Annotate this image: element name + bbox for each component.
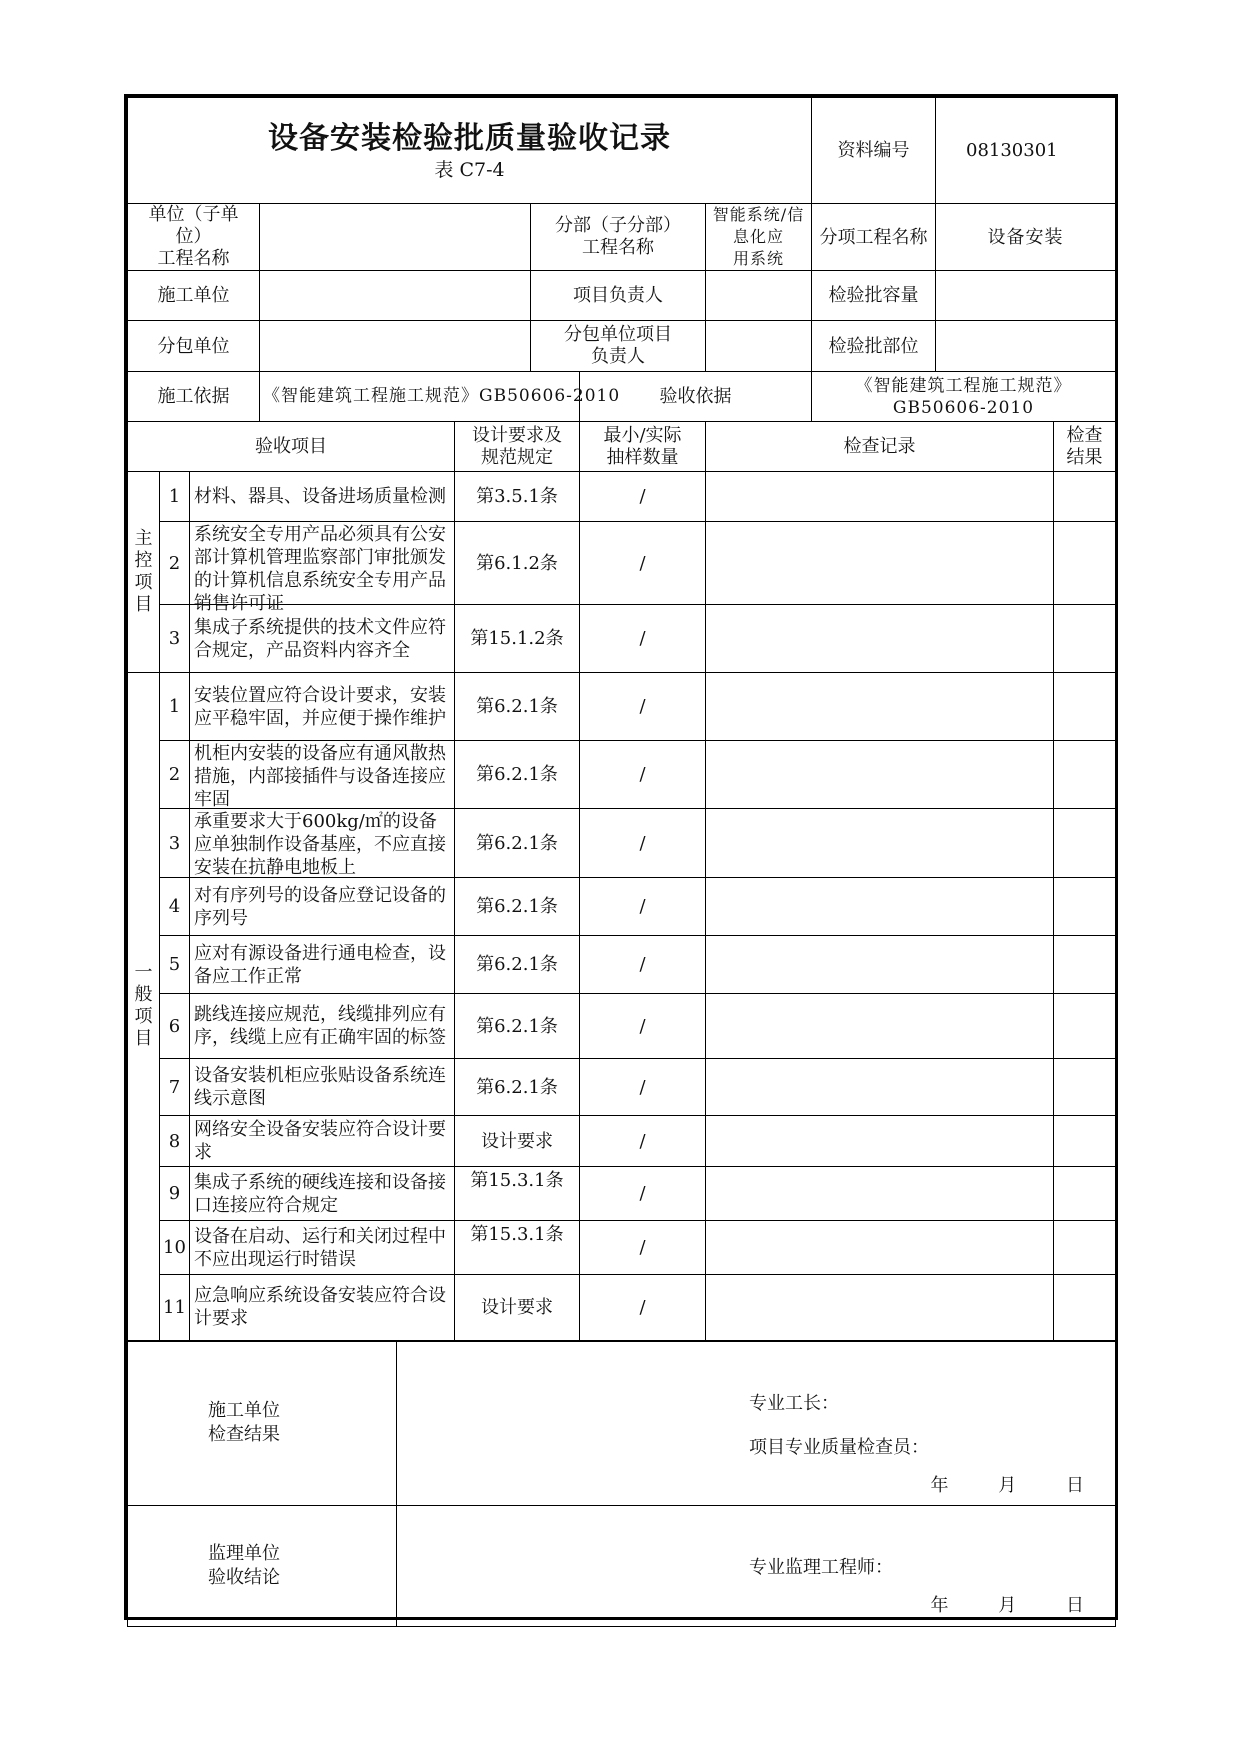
subdivision-label: 分部（子分部） 工程名称: [531, 204, 706, 271]
general-group-label: 一 般 项 目: [128, 673, 160, 1341]
general-item-record[interactable]: [706, 741, 1054, 809]
general-item-result[interactable]: [1054, 878, 1116, 936]
general-item-sample[interactable]: /: [580, 1221, 706, 1275]
main-item-clause: 第15.1.2条: [455, 605, 580, 673]
general-item-text: 安装位置应符合设计要求，安装应平稳牢固，并应便于操作维护: [190, 673, 455, 741]
contractor-result-label: 施工单位 检查结果: [128, 1341, 397, 1506]
sub-item-value[interactable]: 设备安装: [936, 204, 1116, 271]
general-item-clause: 第15.3.1条: [455, 1167, 580, 1221]
general-item-no: 7: [160, 1059, 190, 1116]
project-manager-value[interactable]: [706, 271, 812, 321]
general-item-result[interactable]: [1054, 1275, 1116, 1341]
general-item-record[interactable]: [706, 1059, 1054, 1116]
main-item-no: 3: [160, 605, 190, 673]
subcontractor-label: 分包单位: [128, 321, 260, 372]
general-item-result[interactable]: [1054, 1221, 1116, 1275]
general-item-clause: 第15.3.1条: [455, 1221, 580, 1275]
sub-pm-label: 分包单位项目 负责人: [531, 321, 706, 372]
main-item-result[interactable]: [1054, 522, 1116, 605]
sub-item-label: 分项工程名称: [812, 204, 936, 271]
general-item-result[interactable]: [1054, 1167, 1116, 1221]
general-item-text: 机柜内安装的设备应有通风散热措施，内部接插件与设备连接应牢固: [190, 741, 455, 809]
acceptance-basis-value[interactable]: 《智能建筑工程施工规范》 GB50606-2010: [812, 372, 1116, 422]
general-item-record[interactable]: [706, 936, 1054, 994]
foreman-label: 专业工长：: [749, 1392, 839, 1414]
general-item-no: 9: [160, 1167, 190, 1221]
main-item-sample[interactable]: /: [580, 472, 706, 522]
record-table: [127, 97, 1116, 1627]
general-item-text: 设备在启动、运行和关闭过程中不应出现运行时错误: [190, 1221, 455, 1275]
main-item-result[interactable]: [1054, 472, 1116, 522]
main-item-sample[interactable]: /: [580, 522, 706, 605]
title-cell: [128, 98, 812, 204]
main-item-record[interactable]: [706, 472, 1054, 522]
subcontractor-value[interactable]: [260, 321, 531, 372]
supervisor-conclusion-area[interactable]: [397, 1506, 1116, 1627]
table-number: 表 C7-4: [434, 158, 505, 181]
general-item-sample[interactable]: /: [580, 878, 706, 936]
general-item-record[interactable]: [706, 1275, 1054, 1341]
general-item-clause: 第6.2.1条: [455, 994, 580, 1059]
general-item-text: 跳线连接应规范，线缆排列应有序，线缆上应有正确牢固的标签: [190, 994, 455, 1059]
general-item-sample[interactable]: /: [580, 741, 706, 809]
acceptance-basis-label: 验收依据: [580, 372, 812, 422]
supervisor-date[interactable]: 年 月 日: [930, 1595, 1106, 1616]
general-item-result[interactable]: [1054, 1116, 1116, 1167]
main-item-text: 材料、器具、设备进场质量检测: [190, 472, 455, 522]
general-item-sample[interactable]: /: [580, 936, 706, 994]
general-item-clause: 设计要求: [455, 1275, 580, 1341]
main-item-text: 系统安全专用产品必须具有公安部计算机管理监察部门审批颁发的计算机信息系统安全专用产品销售许可证: [190, 522, 455, 605]
general-item-no: 6: [160, 994, 190, 1059]
main-item-text: 集成子系统提供的技术文件应符合规定，产品资料内容齐全: [190, 605, 455, 673]
general-item-record[interactable]: [706, 1221, 1054, 1275]
col-header-result: 检查 结果: [1054, 422, 1116, 472]
general-item-no: 8: [160, 1116, 190, 1167]
general-item-no: 11: [160, 1275, 190, 1341]
col-header-design: 设计要求及 规范规定: [455, 422, 580, 472]
general-item-sample[interactable]: /: [580, 673, 706, 741]
general-item-result[interactable]: [1054, 741, 1116, 809]
general-item-text: 网络安全设备安装应符合设计要求: [190, 1116, 455, 1167]
subdivision-value[interactable]: 智能系统/信息化应 用系统: [706, 204, 812, 271]
doc-no-label: 资料编号: [812, 98, 936, 204]
general-item-no: 2: [160, 741, 190, 809]
contractor-label: 施工单位: [128, 271, 260, 321]
general-item-clause: 第6.2.1条: [455, 1059, 580, 1116]
unit-name-label: 单位（子单位） 工程名称: [128, 204, 260, 271]
general-item-clause: 第6.2.1条: [455, 878, 580, 936]
main-item-no: 1: [160, 472, 190, 522]
general-item-text: 应对有源设备进行通电检查，设备应工作正常: [190, 936, 455, 994]
general-item-record[interactable]: [706, 809, 1054, 878]
general-item-record[interactable]: [706, 994, 1054, 1059]
contractor-date[interactable]: 年 月 日: [930, 1474, 1106, 1496]
general-item-clause: 第6.2.1条: [455, 809, 580, 878]
general-item-record[interactable]: [706, 1116, 1054, 1167]
general-item-clause: 第6.2.1条: [455, 673, 580, 741]
general-item-sample[interactable]: /: [580, 1116, 706, 1167]
general-item-result[interactable]: [1054, 673, 1116, 741]
main-item-clause: 第6.1.2条: [455, 522, 580, 605]
main-item-clause: 第3.5.1条: [455, 472, 580, 522]
general-item-no: 3: [160, 809, 190, 878]
general-item-result[interactable]: [1054, 936, 1116, 994]
general-item-result[interactable]: [1054, 809, 1116, 878]
general-item-no: 10: [160, 1221, 190, 1275]
contractor-value[interactable]: [260, 271, 531, 321]
batch-part-label: 检验批部位: [812, 321, 936, 372]
general-item-record[interactable]: [706, 878, 1054, 936]
main-item-sample[interactable]: /: [580, 605, 706, 673]
general-item-no: 4: [160, 878, 190, 936]
inspection-record-sheet: [124, 94, 1118, 1620]
sub-pm-value[interactable]: [706, 321, 812, 372]
batch-capacity-value[interactable]: [936, 271, 1116, 321]
general-item-clause: 第6.2.1条: [455, 936, 580, 994]
general-item-sample[interactable]: /: [580, 1275, 706, 1341]
main-item-no: 2: [160, 522, 190, 605]
unit-name-value[interactable]: [260, 204, 531, 271]
main-item-record[interactable]: [706, 522, 1054, 605]
quality-inspector-label: 项目专业质量检查员：: [749, 1436, 929, 1458]
batch-capacity-label: 检验批容量: [812, 271, 936, 321]
general-item-clause: 设计要求: [455, 1116, 580, 1167]
general-item-record[interactable]: [706, 1167, 1054, 1221]
form-title: 设备安装检验批质量验收记录: [268, 120, 671, 156]
general-item-sample[interactable]: /: [580, 994, 706, 1059]
construction-basis-label: 施工依据: [128, 372, 260, 422]
general-item-text: 对有序列号的设备应登记设备的序列号: [190, 878, 455, 936]
supervisor-conclusion-label: 监理单位 验收结论: [128, 1506, 397, 1627]
supervising-engineer-label: 专业监理工程师：: [749, 1557, 893, 1578]
contractor-result-area[interactable]: [397, 1341, 1116, 1506]
main-item-record[interactable]: [706, 605, 1054, 673]
col-header-item: 验收项目: [128, 422, 455, 472]
general-item-sample[interactable]: /: [580, 1167, 706, 1221]
batch-part-value[interactable]: [936, 321, 1116, 372]
project-manager-label: 项目负责人: [531, 271, 706, 321]
general-item-sample[interactable]: /: [580, 1059, 706, 1116]
col-header-sample: 最小/实际 抽样数量: [580, 422, 706, 472]
main-group-label: 主 控 项 目: [128, 472, 160, 673]
general-item-sample[interactable]: /: [580, 809, 706, 878]
general-item-result[interactable]: [1054, 994, 1116, 1059]
general-item-record[interactable]: [706, 673, 1054, 741]
main-item-result[interactable]: [1054, 605, 1116, 673]
construction-basis-value[interactable]: 《智能建筑工程施工规范》GB50606-2010: [260, 372, 580, 422]
general-item-text: 设备安装机柜应张贴设备系统连线示意图: [190, 1059, 455, 1116]
general-item-no: 1: [160, 673, 190, 741]
general-item-clause: 第6.2.1条: [455, 741, 580, 809]
general-item-text: 集成子系统的硬线连接和设备接口连接应符合规定: [190, 1167, 455, 1221]
general-item-text: 承重要求大于600kg/㎡的设备应单独制作设备基座，不应直接安装在抗静电地板上: [190, 809, 455, 878]
general-item-text: 应急响应系统设备安装应符合设计要求: [190, 1275, 455, 1341]
doc-no-value[interactable]: 08130301: [936, 98, 1116, 204]
col-header-record: 检查记录: [706, 422, 1054, 472]
general-item-result[interactable]: [1054, 1059, 1116, 1116]
general-item-no: 5: [160, 936, 190, 994]
